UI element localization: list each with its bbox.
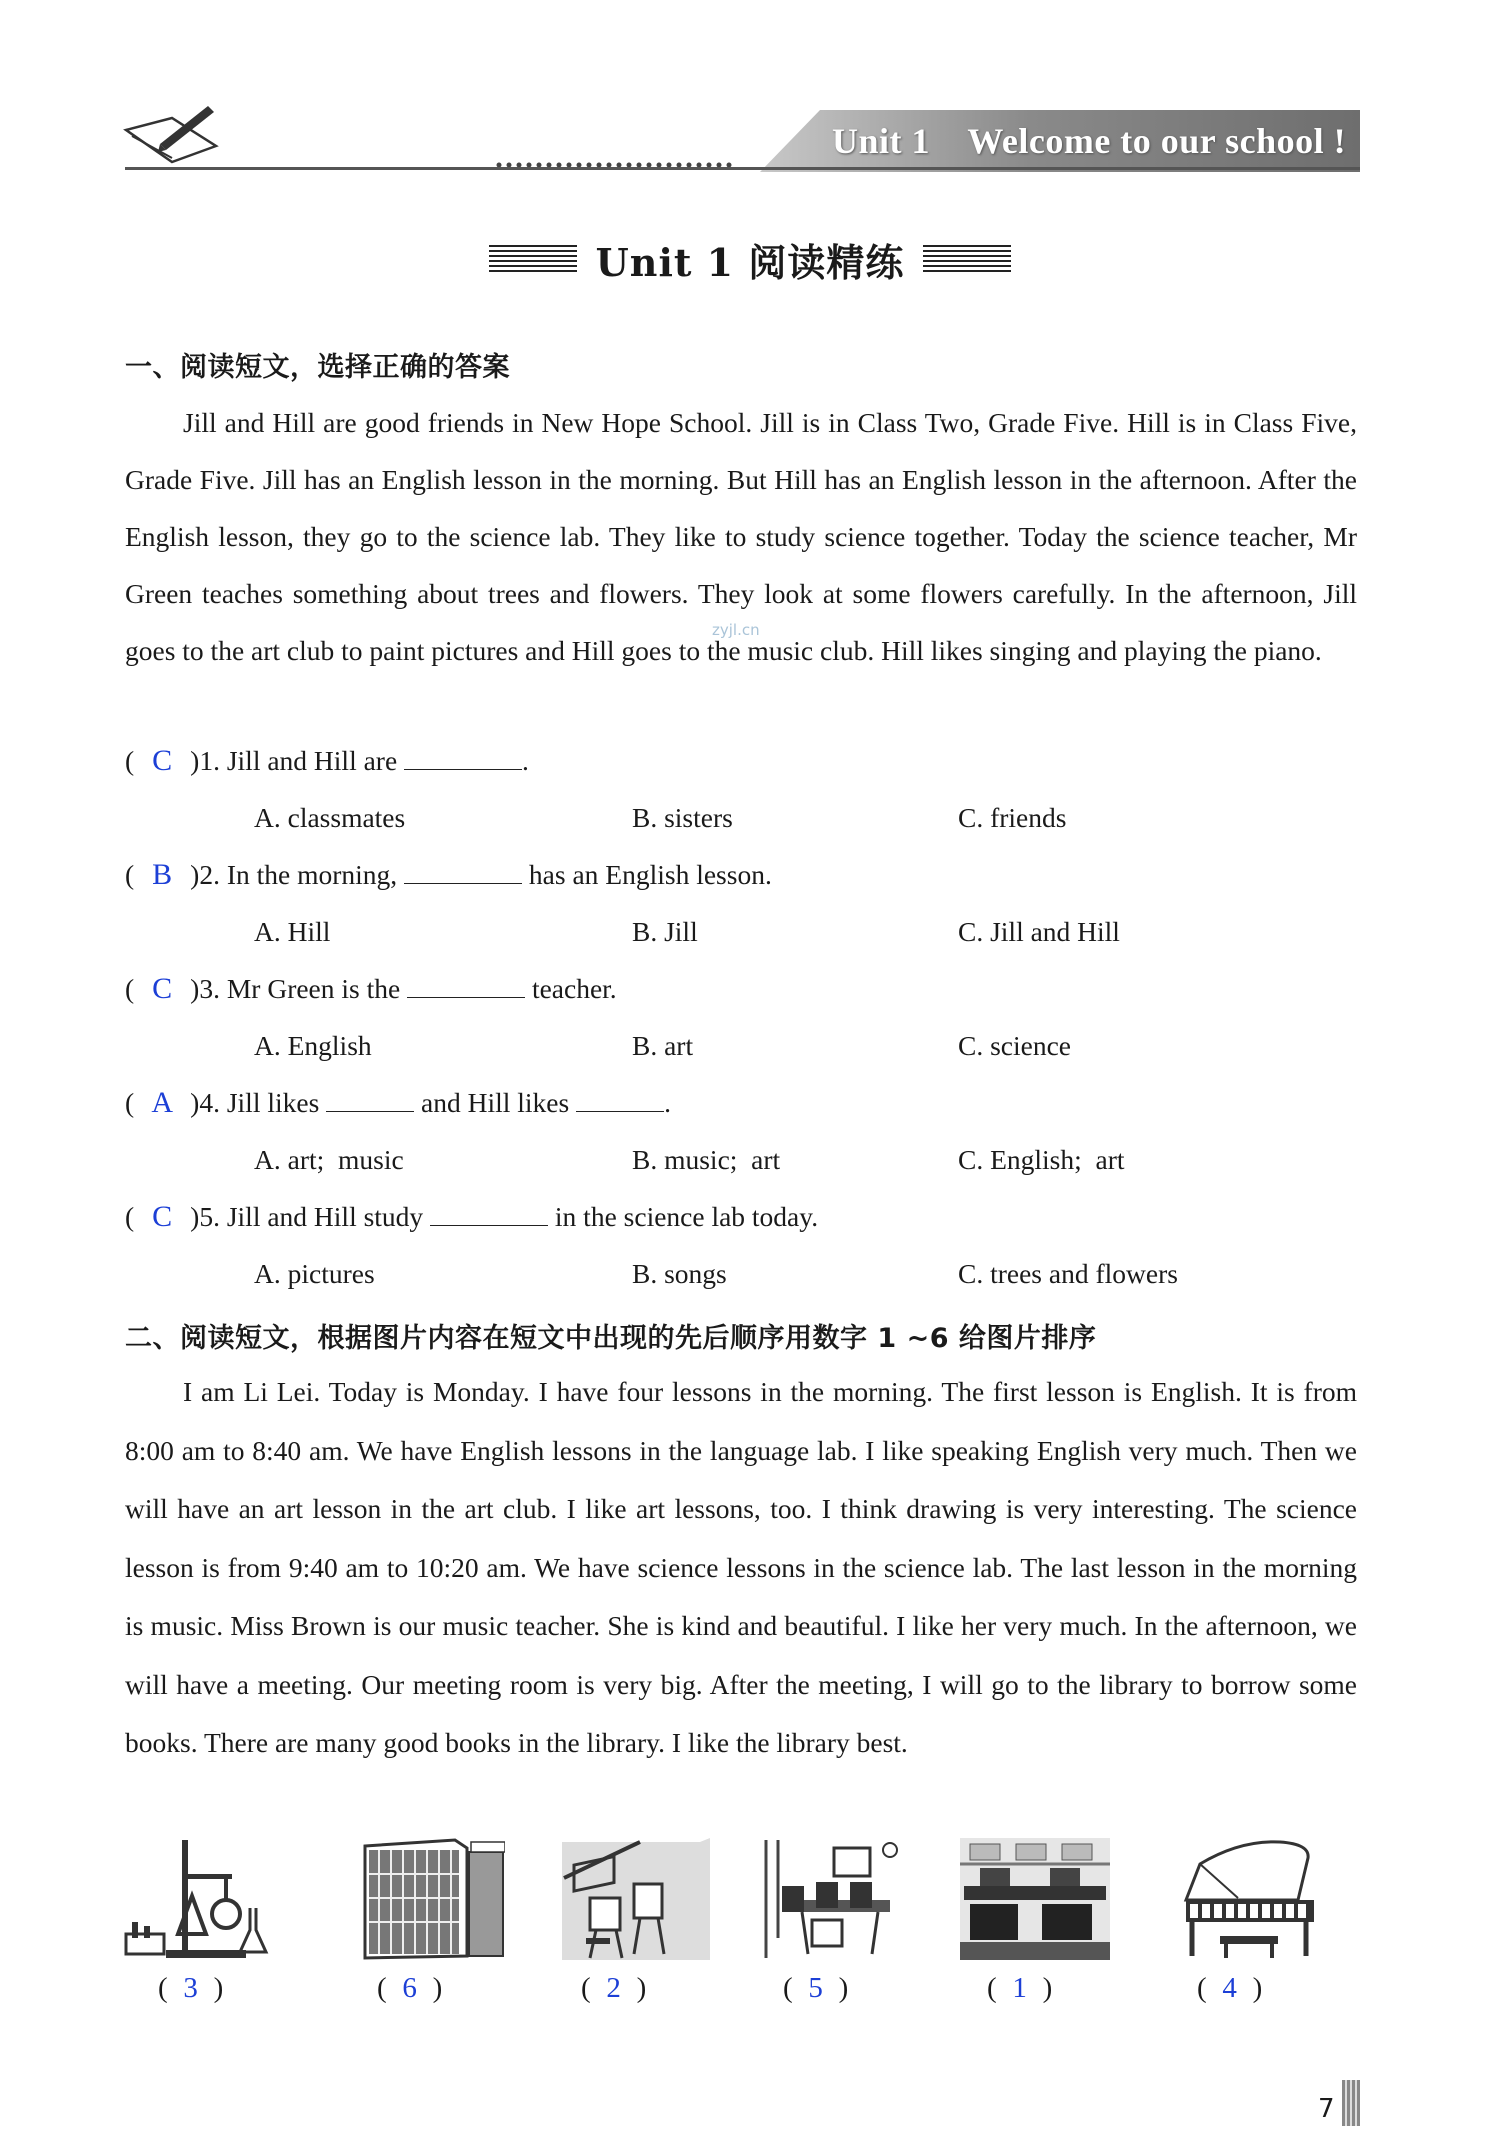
- q3-option-b: B. art: [632, 1030, 694, 1061]
- section1-heading: 一、阅读短文，选择正确的答案: [125, 352, 510, 383]
- library-bookshelf-icon: [355, 1838, 505, 1960]
- q2-option-c: C. Jill and Hill: [958, 916, 1120, 947]
- question-1: ( C )1. Jill and Hill are .: [125, 744, 529, 777]
- blank: [326, 1089, 414, 1112]
- q1-option-b: B. sisters: [632, 802, 733, 833]
- piano-music-icon: [1180, 1838, 1330, 1960]
- page-title: Unit 1 阅读精练: [595, 240, 905, 285]
- answer-3[interactable]: C: [152, 972, 173, 1005]
- page-edge-tab: [1342, 2080, 1360, 2126]
- picture-number[interactable]: 6: [402, 1972, 417, 2004]
- q3-option-a: A. English: [254, 1030, 372, 1061]
- page-number: 7: [1318, 2094, 1335, 2124]
- page-title-block: [0, 232, 1500, 287]
- picture-answer-1: ( 3 ): [158, 1972, 224, 2004]
- blank: [404, 747, 522, 770]
- section1-passage: Jill and Hill are good friends in New Hope School. Jill is in Class Two, Grade Five. Hill is in Class Five, Grade Five. Jill has an English lesson in the morning. But Hill has an English lesson in the afternoon. After the English lesson, they go to the science lab. They like to study science together. Today the science teacher, Mr Green teaches something about trees and flowers. They look at some flowers carefully. In the afternoon, Jill goes to the art club to paint pictures and Hill goes to the music club. Hill likes singing and playing the piano.: [125, 407, 1357, 666]
- picture-answer-2: ( 6 ): [377, 1972, 443, 2004]
- picture-answer-4: ( 5 ): [783, 1972, 849, 2004]
- answer-4[interactable]: A: [151, 1086, 173, 1119]
- picture-number[interactable]: 3: [183, 1972, 198, 2004]
- title-bars-right: [923, 245, 1011, 275]
- meeting-room-icon: [762, 1838, 912, 1960]
- picture-answer-3: ( 2 ): [581, 1972, 647, 2004]
- picture-number[interactable]: 5: [808, 1972, 823, 2004]
- q5-option-b: B. songs: [632, 1258, 727, 1289]
- q4-option-b: B. music; art: [632, 1144, 781, 1175]
- blank: [430, 1203, 548, 1226]
- pen-notebook-icon: [120, 100, 220, 168]
- picture-number[interactable]: 2: [606, 1972, 621, 2004]
- answer-1[interactable]: C: [152, 744, 173, 777]
- picture-answer-6: ( 4 ): [1197, 1972, 1263, 2004]
- picture-answer-5: ( 1 ): [987, 1972, 1053, 2004]
- picture-number[interactable]: 1: [1012, 1972, 1027, 2004]
- answer-5[interactable]: C: [152, 1200, 173, 1233]
- blank: [407, 975, 525, 998]
- blank: [404, 861, 522, 884]
- q1-option-a: A. classmates: [254, 802, 406, 833]
- question-2: ( B )2. In the morning, has an English lesson.: [125, 858, 772, 891]
- q5-option-a: A. pictures: [254, 1258, 375, 1289]
- blank: [576, 1089, 664, 1112]
- q4-option-a: A. art; music: [254, 1144, 404, 1175]
- q1-option-c: C. friends: [958, 802, 1067, 833]
- question-3: ( C )3. Mr Green is the teacher.: [125, 972, 617, 1005]
- section2-heading: 二、阅读短文，根据图片内容在短文中出现的先后顺序用数字 1 ~6 给图片排序: [125, 1323, 1097, 1354]
- q3-option-c: C. science: [958, 1030, 1072, 1061]
- watermark: zyjl.cn: [712, 621, 760, 639]
- q5-option-c: C. trees and flowers: [958, 1258, 1178, 1289]
- science-lab-icon: [122, 1838, 272, 1960]
- q2-option-a: A. Hill: [254, 916, 331, 947]
- art-club-icon: [560, 1838, 710, 1960]
- header-rule: [125, 167, 1360, 170]
- answer-2[interactable]: B: [152, 858, 173, 891]
- question-5: ( C )5. Jill and Hill study in the science lab today.: [125, 1200, 819, 1233]
- section2-passage: I am Li Lei. Today is Monday. I have four lessons in the morning. The first lesson is English. It is from 8:00 am to 8:40 am. We have English lessons in the language lab. I like speaking English very much. Then we will have an art lesson in the art club. I like art lessons, too. I think drawing is very interesting. The science lesson is from 9:40 am to 10:20 am. We have science lessons in the science lab. The last lesson in the morning is music. Miss Brown is our music teacher. She is kind and beautiful. I like her very much. In the afternoon, we will have a meeting. Our meeting room is very big. After the meeting, I will go to the library to borrow some books. There are many good books in the library. I like the library best.: [125, 1376, 1357, 1758]
- question-4: ( A )4. Jill likes and Hill likes .: [125, 1086, 671, 1119]
- picture-number[interactable]: 4: [1222, 1972, 1237, 2004]
- title-bars-left: [489, 245, 577, 275]
- q2-option-b: B. Jill: [632, 916, 698, 947]
- language-lab-icon: [960, 1838, 1110, 1960]
- unit-header-title: Unit 1 Welcome to our school !: [832, 121, 1347, 161]
- q4-option-c: C. English; art: [958, 1144, 1125, 1175]
